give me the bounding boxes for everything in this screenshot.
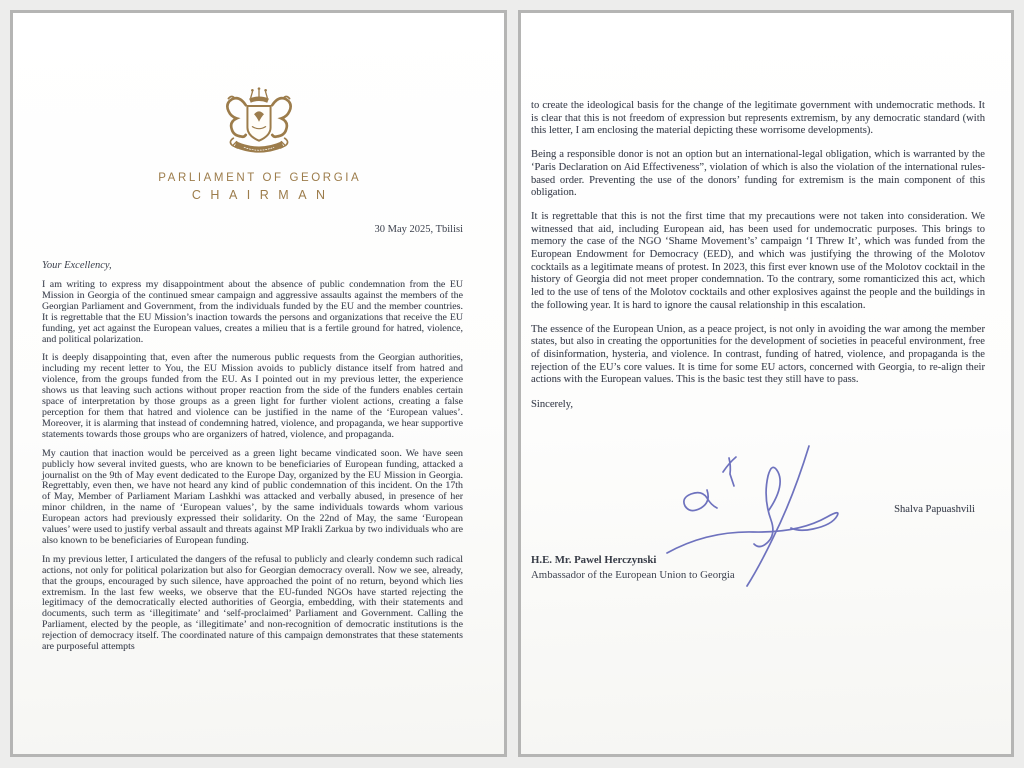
coat-of-arms-icon xyxy=(209,87,309,168)
body-paragraph: It is deeply disappointing that, even after the numerous public requests from the Georgian authorities, including my recent letter to You, the EU Mission avoids to publicly distance itself from hatred and violence, from the groups funded from the EU. As I pointed out in my previous letter, the experience shows us that leaving such actions without proper reaction from the side of the funders enables certain space of interpretation by those groups as a green light for further violent actions, creating a false perception for them that hatred and violence can be justified in the name of the ‘European values’. Moreover, it is alarming that instead of condemning hatred, violence, and propaganda, we hear supportive statements towards those groups who are organizers of hatred, violence, and propaganda. xyxy=(42,352,463,440)
body-paragraph: In my previous letter, I articulated the dangers of the refusal to publicly and clearly condemn such radical actions, not only for political polarization but also for Georgian democracy overall. Now we see, already, that the groups, encouraged by such silence, have approached the point of no return, beyond which lies extremism. In the last few weeks, we observe that the EU-funded NGOs have started rejecting the legitimacy of the democratically elected authorities of Georgia, embedding, with their statements and documents, such term as ‘illegitimate’ and ‘self-proclaimed’ Parliament and Government. Calling the Parliament, elected by the people, as ‘illegitimate’ and non-recognition of democratic institutions is the rejection of democracy itself. The coordinated nature of this campaign demonstrates that these statements are purposeful attempts xyxy=(42,553,463,653)
letter-body-page-2 xyxy=(531,100,985,387)
letter-page-1 xyxy=(10,10,507,757)
letterhead-organization: PARLIAMENT OF GEORGIA xyxy=(158,172,362,184)
body-paragraph: The essence of the European Union, as a peace project, is not only in avoiding the war among the member states, but also in creating the opportunities for the development of societies in peaceful environment, free of disinformation, hysteria, and violence. In contrast, funding of hatred, violence, and propaganda is the rejection of the EU’s core values. It is time for some EU actors, concerned with Georgia, to re-align their actions with the European values. This is the basic test they still have to pass. xyxy=(531,323,985,386)
body-paragraph: Being a responsible donor is not an option but an international-legal obligation, which is warranted by the ‘Paris Declaration on Aid Effectiveness”, violation of which is also the violation of the international rules-based order. Preventing the use of the donors’ funding for extremism is the main component of this obligation. xyxy=(531,149,985,199)
letterhead-title: CHAIRMAN xyxy=(191,188,335,202)
recipient-name: H.E. Mr. Pawel Herczynski xyxy=(531,554,657,566)
body-paragraph: My caution that inaction would be perceived as a green light became vindicated soon. We have seen publicly how several invited guests, who are known to be beneficiaries of European funding, attacked a journalist on the 9th of May event dedicated to the Europe Day, organized by the EU Mission in Georgia. Regrettably, even then, we have not heard any kind of public condemnation of this incident. On the 17th of May, Member of Parliament Mariam Lashkhi was attacked and verbally abused, in presence of her minor children, in the name of ‘European values’, by the same individuals towards whom various European actors had previously expressed their solidarity. On the 22nd of May, the same ‘European values’ were used to justify verbal assault and threats against MP Irakli Zarkua by two individuals who are also known to be beneficiaries of European funding. xyxy=(42,447,463,546)
letter-body-page-1 xyxy=(42,280,463,653)
date-line: 30 May 2025, Tbilisi xyxy=(374,224,463,235)
closing: Sincerely, xyxy=(531,399,573,411)
body-paragraph: to create the ideological basis for the change of the legitimate government with undemocratic methods. It is clear that this is not freedom of expression but represents extremism, by any democratic standard (with this letter, I am enclosing the material depicting these worrisome developments). xyxy=(531,100,985,137)
recipient-block xyxy=(531,553,735,582)
recipient-title: Ambassador of the European Union to Georgia xyxy=(531,568,735,581)
signature-image xyxy=(659,438,869,633)
signer-name: Shalva Papuashvili xyxy=(894,504,975,515)
body-paragraph: I am writing to express my disappointment about the absence of public condemnation from the EU Mission in Georgia of the continued smear campaign and aggressive assaults against the members of the Georgian Parliament and Government, from the individuals funded by the EU and the member countries. It is regrettable that the EU Mission’s inaction towards the persons and organizations that receive the EU funding, yet act against the European values, creates a milieu that is a fertile ground for hatred, violence, and political polarization. xyxy=(42,279,463,345)
letter-page-2 xyxy=(518,10,1014,757)
body-paragraph: It is regrettable that this is not the first time that my precautions were not taken into consideration. We witnessed that aid, including European aid, has been used for undemocratic purposes. This brings to memory the case of the NGO ‘Shame Movement’s’ campaign ‘I Threw It’, which was funded from the European Endowment for Democracy (EED), and which was justifying the throwing of the Molotov cocktails as a legitimate means of protest. In 2023, this first ever known use of the Molotov cocktail in the history of Georgia did not meet proper condemnation. To the contrary, some romanticized this act, which led to the use of tens of the Molotov cocktails and other explosives against the people and the buildings in the following year. It is hard to ignore the causal relationship in this escalation. xyxy=(531,210,985,311)
salutation: Your Excellency, xyxy=(42,260,112,271)
